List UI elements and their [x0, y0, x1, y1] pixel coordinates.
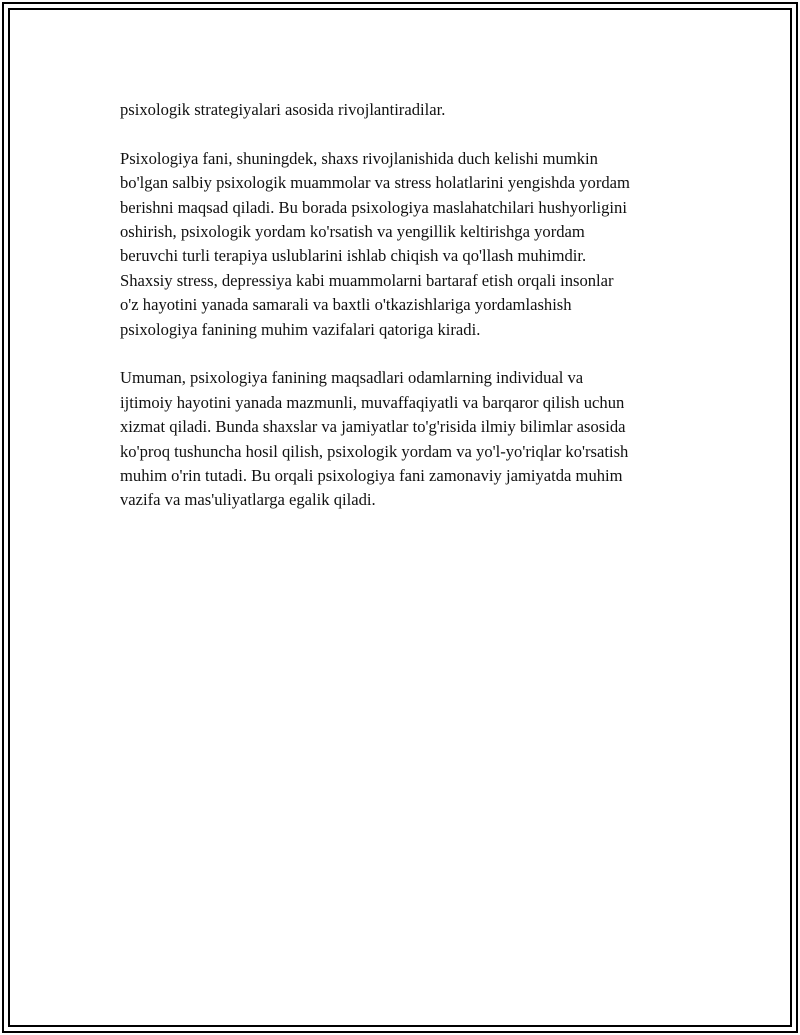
text-line: psixologiya fanining muhim vazifalari qatoriga kiradi. [120, 319, 481, 339]
paragraph-2 [120, 147, 700, 342]
text-line: bo'lgan salbiy psixologik muammolar va stress holatlarini yengishda yordam [120, 173, 630, 193]
text-line: berishni maqsad qiladi. Bu borada psixologiya maslahatchilari hushyorligini [120, 197, 627, 217]
text-line: Psixologiya fani, shuningdek, shaxs rivojlanishida duch kelishi mumkin [120, 148, 598, 168]
document-body [120, 98, 700, 537]
text-line: ijtimoiy hayotini yanada mazmunli, muvaffaqiyatli va barqaror qilish uchun [120, 392, 625, 412]
text-line: muhim o'rin tutadi. Bu orqali psixologiya fani zamonaviy jamiyatda muhim [120, 466, 623, 486]
paragraph-3 [120, 366, 700, 512]
text-line: o'z hayotini yanada samarali va baxtli o'tkazishlariga yordamlashish [120, 295, 572, 315]
text-line: vazifa va mas'uliyatlarga egalik qiladi. [120, 490, 376, 510]
text-line: psixologik strategiyalari asosida rivojlantiradilar. [120, 100, 446, 119]
text-line: Shaxsiy stress, depressiya kabi muammolarni bartaraf etish orqali insonlar [120, 270, 614, 290]
text-line: beruvchi turli terapiya uslublarini ishlab chiqish va qo'llash muhimdir. [120, 246, 587, 266]
paragraph-1 [120, 98, 700, 122]
text-line: ko'proq tushuncha hosil qilish, psixologik yordam va yo'l-yo'riqlar ko'rsatish [120, 441, 629, 461]
document-page [2, 2, 798, 1033]
text-line: oshirish, psixologik yordam ko'rsatish va yengillik keltirishga yordam [120, 222, 585, 242]
text-line: xizmat qiladi. Bunda shaxslar va jamiyatlar to'g'risida ilmiy bilimlar asosida [120, 417, 626, 437]
text-line: Umuman, psixologiya fanining maqsadlari odamlarning individual va [120, 368, 584, 388]
